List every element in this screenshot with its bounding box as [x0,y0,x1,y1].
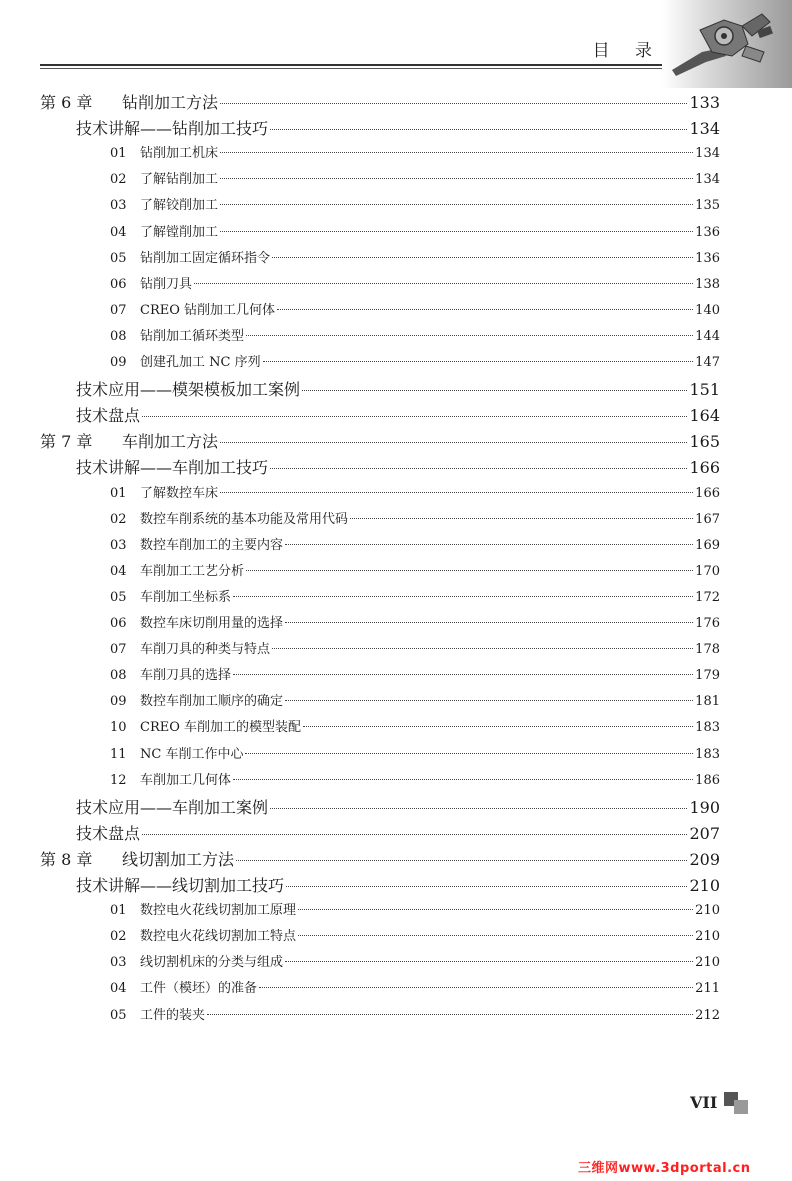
toc-number: 05 [110,1007,127,1023]
toc-page: 140 [695,302,720,318]
toc-page: 134 [695,172,720,188]
toc-section [76,455,720,478]
toc-item [110,351,720,370]
toc-number: 01 [110,903,127,919]
toc-item [110,925,720,944]
dot-leader [270,468,687,469]
toc-number: 03 [110,955,127,971]
dot-leader [298,909,693,910]
toc-chapter [40,847,720,870]
toc-title: 技术讲解——钻削加工技巧 [76,119,269,139]
toc-number: 04 [110,981,127,997]
toc-title: 车削刀具的选择 [140,668,232,684]
dot-leader [220,231,693,232]
toc-page: 207 [689,823,720,843]
dot-leader [142,834,687,835]
toc-title: 钻削加工循环类型 [140,328,245,344]
toc-chapter [40,429,720,452]
toc-title: 创建孔加工 NC 序列 [140,355,261,370]
toc-section [76,116,720,139]
toc-section [76,795,720,818]
toc-number: 03 [110,537,127,553]
toc-number: 10 [110,720,127,736]
toc-title: 车削加工几何体 [140,772,232,788]
toc-page: 212 [695,1007,720,1023]
toc-page: 181 [695,694,720,710]
toc-title: 工件的装夹 [140,1007,206,1023]
toc-title: 线切割机床的分类与组成 [140,955,284,971]
square-mark-icon [724,1092,748,1114]
toc-title: 数控电火花线切割加工原理 [140,903,297,919]
toc-title: 技术应用——模架模板加工案例 [76,380,301,400]
dot-leader [285,544,693,545]
dot-leader [246,335,693,336]
toc-page: 138 [695,276,720,292]
toc-title: CREO 钻削加工几何体 [140,302,276,318]
toc-title: 钻削加工机床 [140,146,219,162]
toc-number: 02 [110,511,127,527]
toc-number: 02 [110,172,127,188]
toc-number: 07 [110,302,127,318]
toc-title: 了解数控车床 [140,485,219,501]
toc-title: 技术应用——车削加工案例 [76,797,269,817]
toc-title: 车削加工方法 [122,432,219,452]
toc-number: 04 [110,224,127,240]
toc-page: 210 [695,955,720,971]
toc-title: 车削加工工艺分析 [140,563,245,579]
toc-page: 166 [695,485,720,501]
toc-item [110,247,720,266]
dot-leader [350,518,693,519]
toc-page: 183 [695,720,720,736]
dot-leader [302,390,687,391]
dot-leader [298,935,693,936]
dot-leader [207,1014,693,1015]
toc-item [110,299,720,318]
toc-number: 09 [110,355,127,370]
toc-page: 176 [695,616,720,631]
toc-title: 钻削加工固定循环指令 [140,250,271,266]
dot-leader [233,674,693,675]
toc-number: 08 [110,328,127,344]
dot-leader [220,178,693,179]
toc-page: 134 [695,146,720,162]
toc-title: 数控车削系统的基本功能及常用代码 [140,511,349,527]
toc-number: 02 [110,929,127,945]
toc-item [110,586,720,605]
toc-page: 167 [695,511,720,527]
toc-item [110,194,720,213]
toc-page: 170 [695,563,720,579]
toc-page: 136 [695,224,720,240]
toc-section [76,821,720,844]
toc-title: 技术讲解——车削加工技巧 [76,458,269,478]
toc-section [76,403,720,426]
toc-page: 179 [695,668,720,684]
toc-page: 211 [695,981,720,997]
toc-item [110,977,720,996]
toc-page: 133 [689,93,720,112]
toc-number: 07 [110,642,127,658]
toc-title: 了解镗削加工 [140,224,219,240]
dot-leader [259,987,693,988]
dot-leader [220,492,693,493]
toc-section [76,873,720,896]
toc-item [110,899,720,918]
toc-number: 03 [110,198,127,214]
toc-title: 数控车床切削用量的选择 [140,616,284,631]
toc-item [110,560,720,579]
toc-item [110,482,720,501]
dot-leader [270,129,687,130]
dot-leader [285,961,693,962]
dot-leader [245,753,693,754]
dot-leader [277,309,693,310]
toc-number: 05 [110,250,127,266]
toc-page: 144 [695,328,720,344]
toc-page: 134 [689,119,720,139]
toc-number: 08 [110,668,127,684]
dot-leader [272,648,693,649]
toc-title: 数控车削加工的主要内容 [140,537,284,553]
dot-leader [272,257,693,258]
toc-number: 06 [110,616,127,631]
toc-page: 210 [689,876,720,895]
toc-number: 01 [110,485,127,501]
dot-leader [303,726,693,727]
toc-item [110,142,720,161]
toc-number: 04 [110,563,127,579]
toc-page: 165 [689,432,720,452]
toc-page: 135 [695,198,720,214]
toc-number: 12 [110,772,127,788]
toc-page: 172 [695,589,720,605]
dot-leader [220,152,693,153]
dot-leader [285,622,693,623]
toc-item [110,534,720,553]
toc-number: 11 [110,746,127,762]
toc-item [110,664,720,683]
toc-page: 169 [695,537,720,553]
toc-page: 183 [695,746,720,762]
watermark: 三维网www.3dportal.cn [578,1161,751,1176]
toc-title: 钻削加工方法 [122,93,219,112]
dot-leader [285,700,693,701]
page-number: VII [690,1093,718,1112]
toc-title: 技术盘点 [76,406,141,426]
toc-number: 01 [110,146,127,162]
toc-title: 线切割加工方法 [122,849,235,869]
toc-page: 190 [689,797,720,817]
toc-chapter [40,90,720,113]
toc-item [110,716,720,735]
toc-title: 技术盘点 [76,823,141,843]
toc-item [110,1004,720,1023]
toc-item [110,221,720,240]
toc-number: 09 [110,694,127,710]
toc-title: 了解钻削加工 [140,172,219,188]
dot-leader [233,779,693,780]
toc-page: 210 [695,929,720,945]
dot-leader [220,103,687,104]
toc-title: 车削加工坐标系 [140,589,232,605]
toc-title: CREO 车削加工的模型装配 [140,720,302,736]
toc-item [110,273,720,292]
toc-item [110,769,720,788]
toc-page: 186 [695,772,720,788]
toc-page: 136 [695,250,720,266]
toc-number: 第 8 章 [40,849,93,869]
dot-leader [286,886,687,887]
toc-item [110,168,720,187]
dot-leader [246,570,693,571]
toc-number: 06 [110,276,127,292]
dot-leader [142,416,687,417]
dot-leader [220,442,687,443]
toc-page: 151 [689,380,720,400]
toc-page: 147 [695,355,720,370]
toc-number: 第 7 章 [40,432,93,452]
toc-title: 车削刀具的种类与特点 [140,642,271,658]
toc-title: 数控车削加工顺序的确定 [140,694,284,710]
toc-item [110,690,720,709]
toc-page: 164 [689,406,720,426]
toc-item [110,325,720,344]
toc-page: 166 [689,458,720,478]
toc-title: 数控电火花线切割加工特点 [140,929,297,945]
toc-number: 05 [110,589,127,605]
header-title: 目 录 [592,41,662,61]
dot-leader [236,860,687,861]
dot-leader [263,361,694,362]
toc-title: 工件（模坯）的准备 [140,981,258,997]
toc-title: NC 车削工作中心 [140,746,244,762]
toc-number: 第 6 章 [40,93,93,112]
toc-item [110,951,720,970]
toc-page: 178 [695,642,720,658]
toc-title: 技术讲解——线切割加工技巧 [76,876,285,895]
toc-section [76,377,720,400]
toc-title: 钻削刀具 [140,276,193,292]
toc-item [110,612,720,631]
toc-item [110,743,720,762]
dot-leader [194,283,693,284]
toc-page: 209 [689,849,720,869]
dot-leader [220,204,693,205]
dot-leader [233,596,693,597]
toc-item [110,508,720,527]
toc-title: 了解铰削加工 [140,198,219,214]
toc-page: 210 [695,903,720,919]
dot-leader [270,808,687,809]
toc-item [110,638,720,657]
